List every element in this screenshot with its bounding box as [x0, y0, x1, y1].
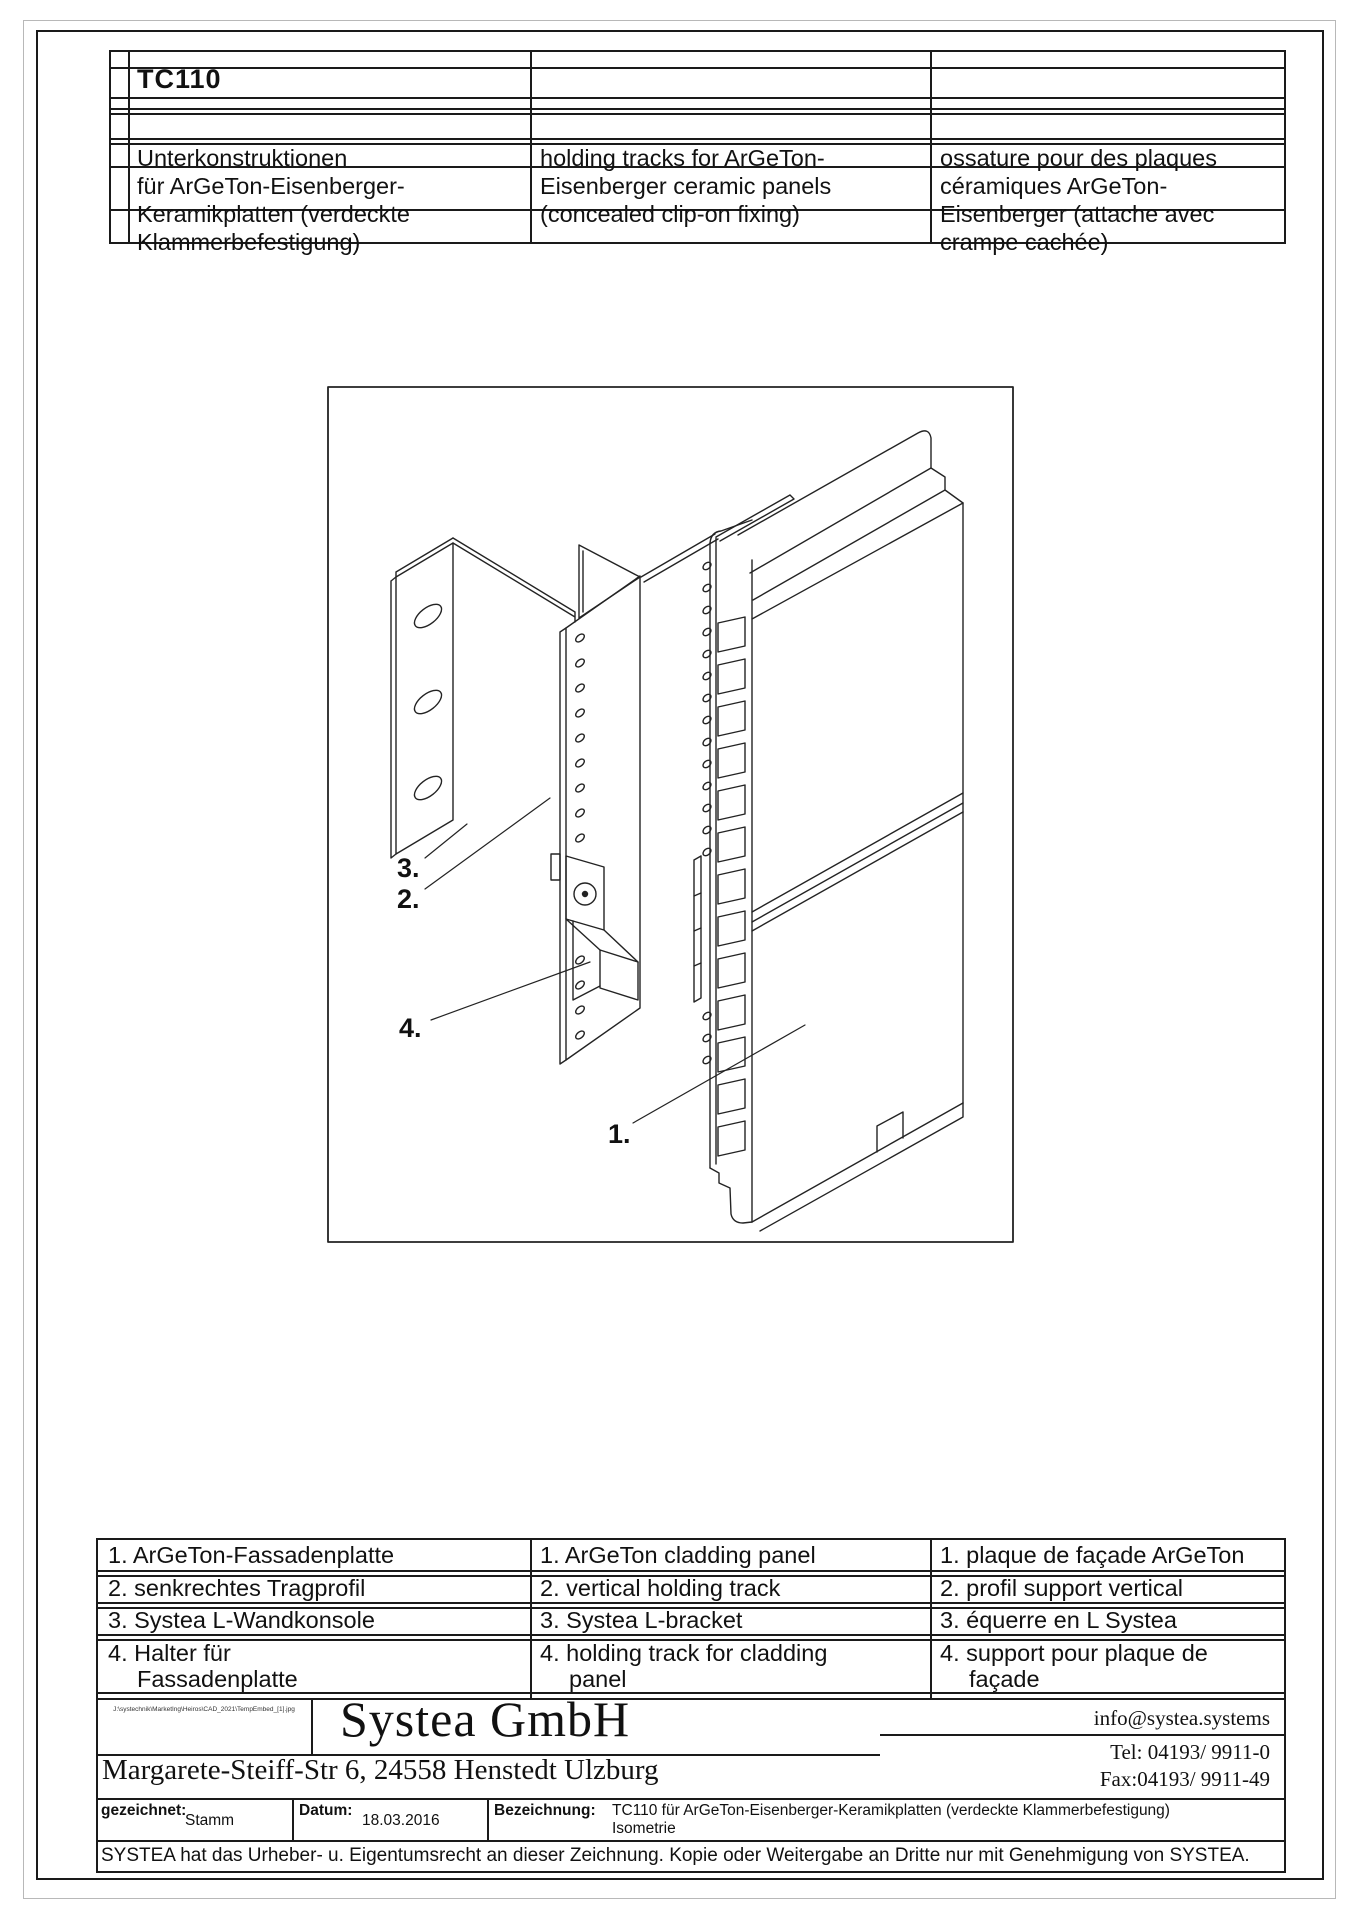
ceramic-panels: [738, 431, 963, 1231]
label-4: 4.: [399, 1013, 422, 1043]
legend-r3-de: 3. Systea L-Wandkonsole: [108, 1607, 375, 1633]
legend-r2-fr: 2. profil support vertical: [940, 1575, 1183, 1601]
header-text-fr: ossature pour des plaques céramiques ArGeTon- Eisenberger (attache avec crampe cachée): [940, 145, 1217, 255]
copyright-disclaimer: SYSTEA hat das Urheber- u. Eigentumsrecht an dieser Zeichnung. Kopie oder Weitergabe an Dritte nur mit Genehmigung von SYSTEA.: [101, 1845, 1250, 1866]
clip-tab: [551, 854, 560, 880]
leader-1: [633, 1025, 805, 1123]
date-value: 18.03.2016: [362, 1812, 440, 1829]
legend-r1-de: 1. ArGeTon-Fassadenplatte: [108, 1542, 395, 1568]
company-address: Margarete-Steiff-Str 6, 24558 Henstedt Ulzburg: [102, 1754, 659, 1786]
file-path: J:\systechnik\MarketIng\Heiros\CAD_2021\TempEmbed_[1].jpg: [113, 1706, 295, 1713]
legend-r4-en2: panel: [569, 1666, 627, 1692]
drawn-by-label: gezeichnet:: [101, 1802, 187, 1819]
company-fax: Fax:04193/ 9911-49: [1099, 1767, 1270, 1791]
legend-r2-de: 2. senkrechtes Tragprofil: [108, 1575, 366, 1601]
isometric-drawing: [327, 386, 1014, 1243]
header-text-en: holding tracks for ArGeTon- Eisenberger ceramic panels (concealed clip-on fixing): [540, 145, 832, 227]
company-email: info@systea.systems: [1093, 1706, 1270, 1730]
legend-r4-de2: Fassadenplatte: [137, 1666, 298, 1692]
legend-r4-de: 4. Halter für: [108, 1640, 231, 1666]
header-text-de: Unterkonstruktionen für ArGeTon-Eisenberger- Keramikplatten (verdeckte Klammerbefestigung): [137, 145, 410, 255]
company-name: Systea GmbH: [340, 1691, 631, 1747]
company-tel: Tel: 04193/ 9911-0: [1110, 1740, 1270, 1764]
legend-r3-fr: 3. équerre en L Systea: [940, 1607, 1177, 1633]
date-label: Datum:: [299, 1802, 353, 1819]
legend-r3-en: 3. Systea L-bracket: [540, 1607, 743, 1633]
legend-r1-fr: 1. plaque de façade ArGeTon: [940, 1542, 1245, 1568]
legend-r2-en: 2. vertical holding track: [540, 1575, 781, 1601]
designation-line1: TC110 für ArGeTon-Eisenberger-Keramikplatten (verdeckte Klammerbefestigung): [612, 1802, 1170, 1819]
designation-label: Bezeichnung:: [494, 1802, 596, 1819]
bracket-slot: [410, 772, 445, 804]
legend-r4-fr2: façade: [969, 1666, 1040, 1692]
leader-3: [425, 824, 467, 858]
label-2: 2.: [397, 884, 420, 914]
drawing-box-border: [328, 387, 1013, 1242]
drawing-code: TC110: [137, 64, 222, 94]
legend-r4-en: 4. holding track for cladding: [540, 1640, 828, 1666]
l-bracket: [391, 538, 575, 858]
bracket-slot: [410, 600, 445, 632]
bracket-slot: [410, 686, 445, 718]
holding-track: [551, 534, 718, 1064]
leader-lines: [425, 798, 805, 1123]
drawn-by-value: Stamm: [185, 1812, 235, 1829]
label-1: 1.: [608, 1119, 631, 1149]
legend-r1-en: 1. ArGeTon cladding panel: [540, 1542, 816, 1568]
legend-r4-fr: 4. support pour plaque de: [940, 1640, 1208, 1666]
designation-line2: Isometrie: [612, 1820, 676, 1837]
panel-clip: [566, 856, 638, 1000]
label-3: 3.: [397, 853, 420, 883]
